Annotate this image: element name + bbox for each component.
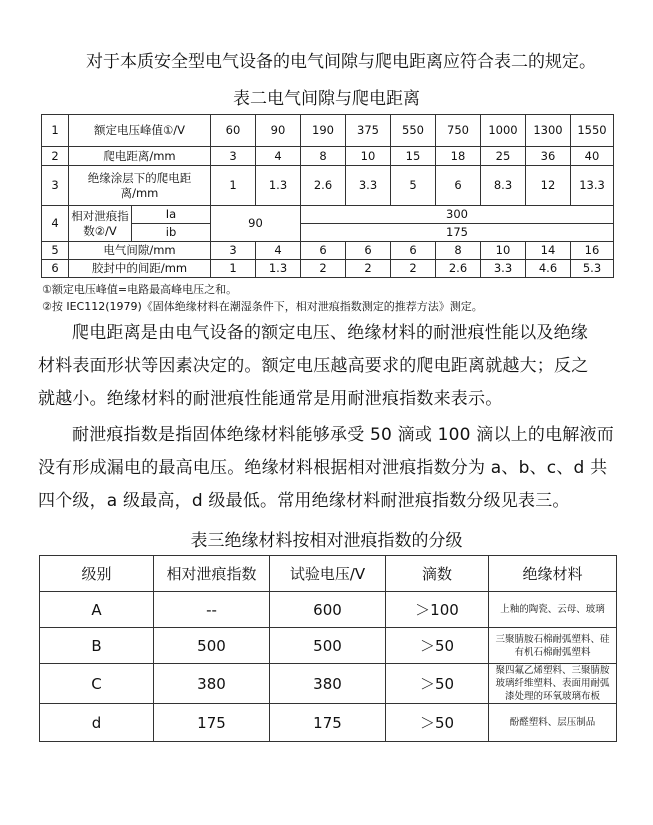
row-number: 2 xyxy=(42,147,69,166)
table-row xyxy=(42,115,614,147)
table-cell: 1 xyxy=(211,260,256,278)
text-line: 耐泄痕指数是指固体绝缘材料能够承受 50 滴或 100 滴以上的电解液而 xyxy=(72,425,614,445)
table-cell: 12 xyxy=(526,166,571,206)
row-label: 胶封中的间距/mm xyxy=(69,260,211,278)
table-cell: 550 xyxy=(391,115,436,147)
table-cell: 5.3 xyxy=(571,260,614,278)
footnote-1: ①额定电压峰值=电路最高峰电压之和。 xyxy=(42,283,238,296)
text-line: 就越小。绝缘材料的耐泄痕性能通常是用耐泄痕指数来表示。 xyxy=(38,389,503,409)
material-cell: 酚醛塑料、层压制品 xyxy=(489,704,617,742)
table-cell: 8.3 xyxy=(481,166,526,206)
voltage-cell: 175 xyxy=(270,704,386,742)
table-cell: 6 xyxy=(391,242,436,260)
table-row xyxy=(42,166,614,206)
material-cell: 聚四氟乙烯塑料、三聚腈胺玻璃纤维塑料、表面用耐弧漆处理的环氧玻璃布板 xyxy=(489,664,617,704)
table-cell: 14 xyxy=(526,242,571,260)
text-line: 没有形成漏电的最高电压。绝缘材料根据相对泄痕指数分为 a、b、c、d 共 xyxy=(38,458,608,478)
table-cell: 6 xyxy=(301,242,346,260)
table-cell: 190 xyxy=(301,115,346,147)
table3-caption: 表三绝缘材料按相对泄痕指数的分级 xyxy=(190,531,463,551)
column-header: 滴数 xyxy=(386,556,489,592)
index-cell: -- xyxy=(154,592,270,628)
table-cell: 13.3 xyxy=(571,166,614,206)
grade-cell: A xyxy=(40,592,154,628)
table-cell: 40 xyxy=(571,147,614,166)
drops-cell: ＞50 xyxy=(386,628,489,664)
table-cell: 10 xyxy=(346,147,391,166)
voltage-cell: 500 xyxy=(270,628,386,664)
table-cell: 1000 xyxy=(481,115,526,147)
table-cell: 3 xyxy=(211,147,256,166)
table-cell: 2.6 xyxy=(436,260,481,278)
footnote-2: ②按 IEC112(1979)《固体绝缘材料在潮湿条件下，相对泄痕指数测定的推荐方法》测定。 xyxy=(42,300,483,313)
table-cell: 3 xyxy=(211,242,256,260)
table-cell: 1.3 xyxy=(256,166,301,206)
row-label: 绝缘涂层下的爬电距离/mm xyxy=(69,166,211,206)
column-header: 试验电压/V xyxy=(270,556,386,592)
table-row xyxy=(42,260,614,278)
table-cell: 16 xyxy=(571,242,614,260)
table-row xyxy=(40,664,617,704)
table-cell: 6 xyxy=(436,166,481,206)
index-cell: 500 xyxy=(154,628,270,664)
index-cell: 175 xyxy=(154,704,270,742)
column-header: 相对泄痕指数 xyxy=(154,556,270,592)
sub-label: Ia xyxy=(132,206,211,224)
table-row xyxy=(40,592,617,628)
grade-cell: C xyxy=(40,664,154,704)
table-cell: 5 xyxy=(391,166,436,206)
table-cell: 2 xyxy=(391,260,436,278)
table-cell: 6 xyxy=(346,242,391,260)
row-number: 5 xyxy=(42,242,69,260)
table-cell: 3.3 xyxy=(346,166,391,206)
row-label: 相对泄痕指数②/V xyxy=(69,206,132,242)
table-row xyxy=(40,628,617,664)
table-cell: 8 xyxy=(301,147,346,166)
table-cell: 4 xyxy=(256,147,301,166)
table2-caption: 表二电气间隙与爬电距离 xyxy=(233,89,420,109)
table-cell: 4 xyxy=(256,242,301,260)
table-cell: 1550 xyxy=(571,115,614,147)
table-cell: 36 xyxy=(526,147,571,166)
table-cell: 1.3 xyxy=(256,260,301,278)
row-label: 额定电压峰值①/V xyxy=(69,115,211,147)
row-label: 爬电距离/mm xyxy=(69,147,211,166)
column-header: 级别 xyxy=(40,556,154,592)
drops-cell: ＞100 xyxy=(386,592,489,628)
row-number: 4 xyxy=(42,206,69,242)
table-row xyxy=(42,242,614,260)
table-cell: 90 xyxy=(256,115,301,147)
table-cell: 750 xyxy=(436,115,481,147)
table-cell: 3.3 xyxy=(481,260,526,278)
table-header-row xyxy=(40,556,617,592)
voltage-cell: 380 xyxy=(270,664,386,704)
intro-text: 对于本质安全型电气设备的电气间隙与爬电距离应符合表二的规定。 xyxy=(86,52,596,72)
row-number: 1 xyxy=(42,115,69,147)
clearance-creepage-table xyxy=(41,114,614,278)
table-row xyxy=(42,206,614,224)
table-row xyxy=(42,147,614,166)
text-line: 四个级，a 级最高，d 级最低。常用绝缘材料耐泄痕指数分级见表三。 xyxy=(38,491,570,511)
table-cell: 4.6 xyxy=(526,260,571,278)
row-number: 6 xyxy=(42,260,69,278)
table-cell: 60 xyxy=(211,115,256,147)
merged-cell: 175 xyxy=(301,224,614,242)
paragraph-creepage xyxy=(38,317,623,416)
table-cell: 8 xyxy=(436,242,481,260)
table-cell: 10 xyxy=(481,242,526,260)
column-header: 绝缘材料 xyxy=(489,556,617,592)
row-label: 电气间隙/mm xyxy=(69,242,211,260)
sub-label: ib xyxy=(132,224,211,242)
material-cell: 上釉的陶瓷、云母、玻璃 xyxy=(489,592,617,628)
table-cell: 2 xyxy=(346,260,391,278)
material-cell: 三聚腈胺石棉耐弧塑料、硅有机石棉耐弧塑料 xyxy=(489,628,617,664)
merged-cell: 300 xyxy=(301,206,614,224)
table-cell: 2 xyxy=(301,260,346,278)
drops-cell: ＞50 xyxy=(386,664,489,704)
drops-cell: ＞50 xyxy=(386,704,489,742)
table-cell: 1300 xyxy=(526,115,571,147)
text-line: 爬电距离是由电气设备的额定电压、绝缘材料的耐泄痕性能以及绝缘 xyxy=(72,323,588,343)
table-cell: 2.6 xyxy=(301,166,346,206)
index-cell: 380 xyxy=(154,664,270,704)
row-number: 3 xyxy=(42,166,69,206)
grade-cell: d xyxy=(40,704,154,742)
table-cell: 15 xyxy=(391,147,436,166)
merged-cell: 90 xyxy=(211,206,301,242)
table-row xyxy=(40,704,617,742)
table-cell: 18 xyxy=(436,147,481,166)
voltage-cell: 600 xyxy=(270,592,386,628)
table-cell: 25 xyxy=(481,147,526,166)
tracking-grade-table xyxy=(39,555,617,742)
grade-cell: B xyxy=(40,628,154,664)
table-cell: 375 xyxy=(346,115,391,147)
table-cell: 1 xyxy=(211,166,256,206)
paragraph-tracking-index xyxy=(38,419,623,518)
text-line: 材料表面形状等因素决定的。额定电压越高要求的爬电距离就越大；反之 xyxy=(38,356,589,376)
